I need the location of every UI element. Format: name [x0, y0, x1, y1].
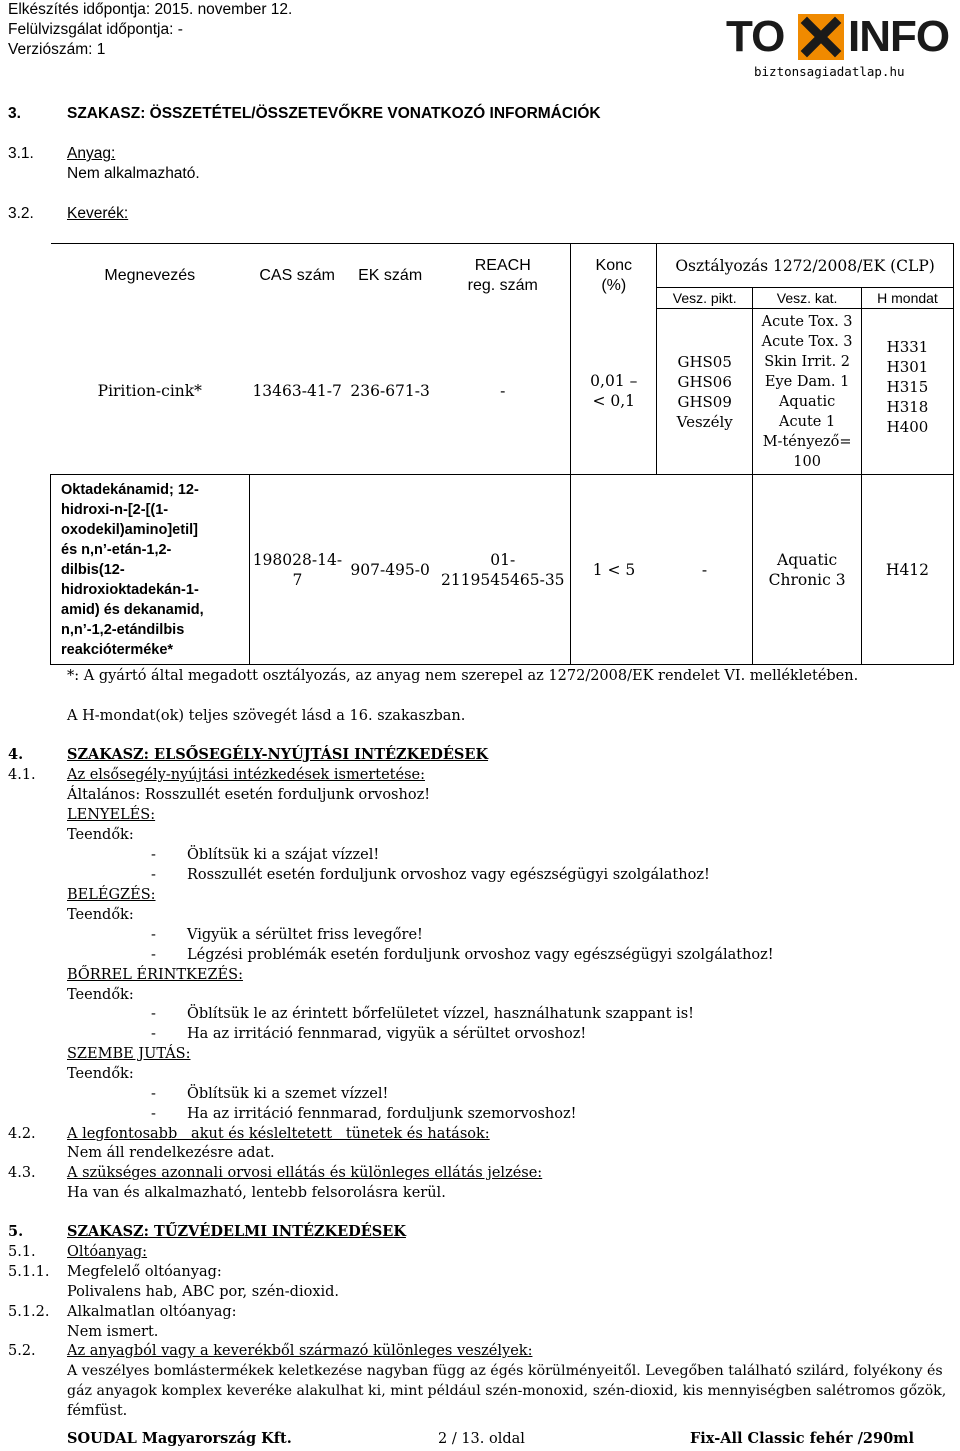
group-inhalation-label: BELÉGZÉS: [67, 887, 156, 903]
s31-text: Nem alkalmazható. [67, 165, 200, 182]
group-eye-label: SZEMBE JUTÁS: [67, 1046, 191, 1062]
s52-text-line2: gáz anyagok komplex keveréke alakulhat ki, mint például szén-monoxid, szén-dioxid, kis mennyiségben salétromos gőzök, [67, 1383, 947, 1399]
s42-number: 4.2. [8, 1126, 36, 1142]
toxinfo-logo: TO INFO [726, 12, 950, 61]
list-item: Öblítsük ki a szájat vízzel! [187, 847, 380, 863]
section3-title: SZAKASZ: ÖSSZETÉTEL/ÖSSZETEVŐKRE VONATKOZÓ INFORMÁCIÓK [67, 105, 601, 122]
row1-reach: - [435, 309, 571, 475]
list-item: Ha az irritáció fennmarad, vigyük a sérültet orvoshoz! [187, 1026, 587, 1042]
col-header-pikt: Vesz. pikt. [657, 288, 753, 309]
list-item: Öblítsük le az érintett bőrfelületet vízzel, használhatunk szappant is! [187, 1006, 694, 1022]
bullet-dash: - [151, 1026, 156, 1042]
s52-text-line1: A veszélyes bomlástermékek keletkezése nagyban függ az égés körülményeitől. Levegőben található szilárd, folyékony és [67, 1363, 943, 1379]
s43-label: A szükséges azonnali orvosi ellátás és különleges ellátás jelzése: [67, 1165, 543, 1181]
s31-number: 3.1. [8, 145, 34, 162]
s511-number: 5.1.1. [8, 1264, 50, 1280]
created-date: Elkészítés időpontja: 2015. november 12. [8, 1, 293, 18]
s41-label: Az elsősegély-nyújtási intézkedések ismertetése: [67, 767, 425, 783]
row2-h: H412 [861, 475, 953, 665]
col-header-cas: CAS szám [249, 244, 345, 309]
bullet-dash: - [151, 1106, 156, 1122]
row1-ek: 236-671-3 [345, 309, 435, 475]
row1-kat: Acute Tox. 3 Acute Tox. 3 Skin Irrit. 2 Eye Dam. 1 Aquatic Acute 1 M-tényező= 100 [753, 309, 862, 475]
h-statement-note: A H-mondat(ok) teljes szövegét lásd a 16. szakaszban. [67, 708, 466, 724]
list-item: Ha az irritáció fennmarad, forduljunk szemorvoshoz! [187, 1106, 577, 1122]
s512-number: 5.1.2. [8, 1304, 50, 1320]
group-eye-todo: Teendők: [67, 1066, 134, 1082]
row2-ek: 907-495-0 [345, 475, 435, 665]
s43-number: 4.3. [8, 1165, 36, 1181]
s51-number: 5.1. [8, 1244, 36, 1260]
section4-number: 4. [8, 746, 24, 763]
col-header-reach: REACH reg. szám [435, 244, 571, 309]
row1-pikt: GHS05 GHS06 GHS09 Veszély [657, 309, 753, 475]
bullet-dash: - [151, 1006, 156, 1022]
col-header-h: H mondat [861, 288, 953, 309]
s32-label: Keverék: [67, 205, 129, 222]
table-row [51, 309, 954, 475]
section3-number: 3. [8, 105, 21, 122]
col-header-kat: Vesz. kat. [753, 288, 862, 309]
s42-text: Nem áll rendelkezésre adat. [67, 1145, 275, 1161]
row1-h: H331 H301 H315 H318 H400 [861, 309, 953, 475]
row2-konc: 1 < 5 [571, 475, 657, 665]
section5-number: 5. [8, 1223, 24, 1240]
bullet-dash: - [151, 947, 156, 963]
col-header-name: Megnevezés [51, 244, 250, 309]
row1-konc: 0,01 – < 0,1 [571, 309, 657, 475]
bullet-dash: - [151, 927, 156, 943]
col-header-konc: Konc (%) [571, 244, 657, 309]
s41-general: Általános: Rosszullét esetén forduljunk orvoshoz! [67, 787, 431, 803]
row2-cas: 198028-14- 7 [249, 475, 345, 665]
list-item: Légzési problémák esetén forduljunk orvoshoz vagy egészségügyi szolgálathoz! [187, 947, 774, 963]
s511-label: Megfelelő oltóanyag: [67, 1264, 222, 1280]
s42-label: A legfontosabb akut és késleltetett tünetek és hatások: [67, 1126, 490, 1142]
row2-name: Oktadekánamid; 12- hidroxi-n-[2-[(1- oxodekil)amino]etil] és n,n’-etán-1,2- dilbis(12- hidroxioktadekán-1- amid) és dekanamid, n,n’-1,2-etándilbis reakcióterméke* [51, 475, 250, 665]
s511-text: Polivalens hab, ABC por, szén-dioxid. [67, 1284, 340, 1300]
review-date: Felülvizsgálat időpontja: - [8, 21, 183, 38]
footer-company: SOUDAL Magyarország Kft. [67, 1430, 292, 1447]
row2-pikt: - [657, 475, 753, 665]
footer-product: Fix-All Classic fehér /290ml [690, 1430, 915, 1447]
section4-title: SZAKASZ: ELSŐSEGÉLY-NYÚJTÁSI INTÉZKEDÉSEK [67, 746, 489, 763]
mixture-table [50, 243, 954, 665]
s512-label: Alkalmatlan oltóanyag: [67, 1304, 237, 1320]
col-header-ek: EK szám [345, 244, 435, 309]
version-number: Verziószám: 1 [8, 41, 106, 58]
s43-text: Ha van és alkalmazható, lentebb felsorolásra kerül. [67, 1185, 446, 1201]
row2-reach: 01- 2119545465-35 [435, 475, 571, 665]
logo-x-icon [798, 14, 844, 60]
group-ingestion-todo: Teendők: [67, 827, 134, 843]
list-item: Vigyük a sérültet friss levegőre! [187, 927, 423, 943]
footer-page-number: 2 / 13. oldal [438, 1431, 525, 1447]
bullet-dash: - [151, 1086, 156, 1102]
group-ingestion-label: LENYELÉS: [67, 807, 156, 823]
row2-kat: Aquatic Chronic 3 [753, 475, 862, 665]
table-header-row [51, 244, 954, 288]
group-inhalation-todo: Teendők: [67, 907, 134, 923]
col-header-clp: Osztályozás 1272/2008/EK (CLP) [657, 244, 954, 288]
list-item: Rosszullét esetén forduljunk orvoshoz vagy egészségügyi szolgálathoz! [187, 867, 710, 883]
row1-name: Pirition-cink* [51, 309, 250, 475]
s41-number: 4.1. [8, 767, 36, 783]
bullet-dash: - [151, 847, 156, 863]
section5-title: SZAKASZ: TŰZVÉDELMI INTÉZKEDÉSEK [67, 1223, 406, 1240]
s52-text-line3: fémfüst. [67, 1403, 128, 1419]
s51-label: Oltóanyag: [67, 1244, 148, 1260]
s512-text: Nem ismert. [67, 1324, 159, 1340]
s52-label: Az anyagból vagy a keverékből származó különleges veszélyek: [67, 1343, 533, 1359]
s31-label: Anyag: [67, 145, 116, 162]
group-skin-todo: Teendők: [67, 987, 134, 1003]
group-skin-label: BŐRREL ÉRINTKEZÉS: [67, 967, 243, 983]
s52-number: 5.2. [8, 1343, 36, 1359]
logo-site: biztonsagiadatlap.hu [754, 64, 905, 79]
bullet-dash: - [151, 867, 156, 883]
table-row [51, 475, 954, 665]
row1-cas: 13463-41-7 [249, 309, 345, 475]
s32-number: 3.2. [8, 205, 34, 222]
footnote: *: A gyártó által megadott osztályozás, az anyag nem szerepel az 1272/2008/EK rendelet VI. mellékletében. [67, 668, 859, 684]
list-item: Öblítsük ki a szemet vízzel! [187, 1086, 389, 1102]
